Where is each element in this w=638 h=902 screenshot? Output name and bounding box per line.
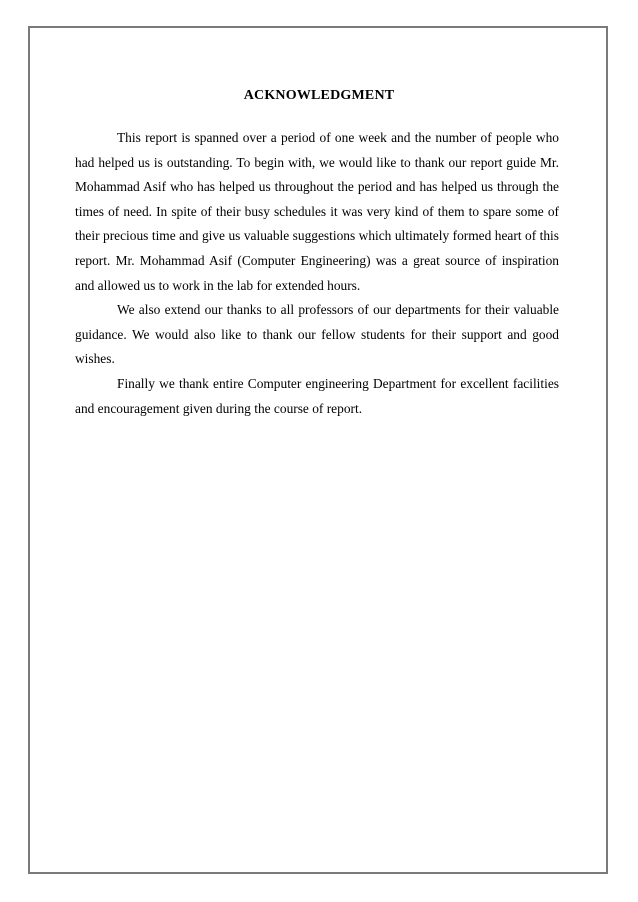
page-title: ACKNOWLEDGMENT	[243, 88, 395, 103]
paragraph-thanks-professors: We also extend our thanks to all professors of our departments for their valuable guidance. We would also like to thank our fellow students for their support and good wishes.	[75, 302, 559, 367]
paragraph-thanks-department: Finally we thank entire Computer engineering Department for excellent facilities and encouragement given during the course of report.	[75, 375, 559, 416]
paragraph-thanks-guide: This report is spanned over a period of one week and the number of people who had helped us is outstanding. To begin with, we would like to thank our report guide Mr. Mohammad Asif who has helped us throughout the period and has helped us through the times of need. In spite of their busy schedules it was very kind of them to spare some of their precious time and give us valuable suggestions which ultimately formed heart of this report. Mr. Mohammad Asif (Computer Engineering) was a great source of inspiration and allowed us to work in the lab for extended hours.	[75, 130, 559, 293]
acknowledgment-body	[75, 126, 559, 421]
